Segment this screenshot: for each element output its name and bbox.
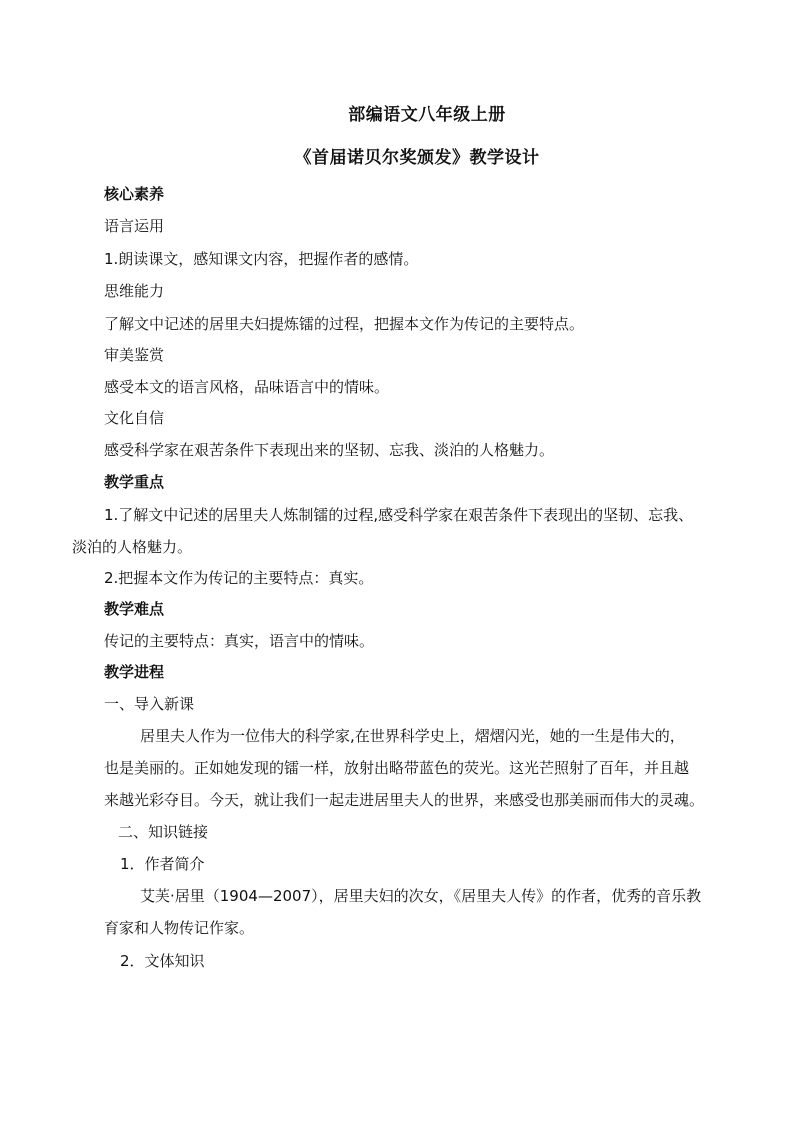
- intro-paragraph-line1: 居里夫人作为一位伟大的科学家,在世界科学史上，熠熠闪光，她的一生是伟大的，: [140, 727, 685, 745]
- culture-heading: 文化自信: [104, 409, 165, 427]
- key-point-2: 2.把握本文作为传记的主要特点：真实。: [104, 569, 374, 587]
- lang-use-heading: 语言运用: [104, 217, 165, 235]
- author-heading: 1．作者简介: [120, 855, 205, 873]
- document-title-line1: 部编语文八年级上册: [348, 105, 506, 125]
- thinking-text: 了解文中记述的居里夫妇提炼镭的过程，把握本文作为传记的主要特点。: [104, 315, 585, 333]
- intro-paragraph-line2: 也是美丽的。正如她发现的镭一样，放射出略带蓝色的荧光。这光芒照射了百年，并且越: [104, 759, 690, 777]
- aesthetic-heading: 审美鉴赏: [104, 346, 165, 364]
- thinking-heading: 思维能力: [104, 282, 165, 300]
- core-heading: 核心素养: [104, 185, 165, 203]
- genre-heading: 2．文体知识: [120, 952, 205, 970]
- key-point-1-line1: 1.了解文中记述的居里夫人炼制镭的过程,感受科学家在艰苦条件下表现出的坚韧、忘我、: [104, 506, 694, 524]
- process-heading: 教学进程: [104, 663, 165, 681]
- process-2-heading: 二、知识链接: [118, 823, 209, 841]
- difficulty-heading: 教学难点: [104, 600, 165, 618]
- culture-text: 感受科学家在艰苦条件下表现出来的坚韧、忘我、淡泊的人格魅力。: [104, 441, 555, 459]
- author-text-line2: 育家和人物传记作家。: [104, 919, 255, 937]
- aesthetic-text: 感受本文的语言风格，品味语言中的情味。: [104, 378, 390, 396]
- document-title-line2: 《首届诺贝尔奖颁发》教学设计: [294, 148, 540, 168]
- key-points-heading: 教学重点: [104, 473, 165, 491]
- process-1-heading: 一、导入新课: [104, 695, 195, 713]
- lang-use-item: 1.朗读课文，感知课文内容，把握作者的感情。: [104, 250, 419, 268]
- author-text-line1: 艾芙·居里（1904—2007），居里夫妇的次女，《居里夫人传》的作者，优秀的音乐教: [140, 887, 702, 905]
- difficulty-text: 传记的主要特点：真实，语言中的情味。: [104, 632, 375, 650]
- intro-paragraph-line3: 来越光彩夺目。今天，就让我们一起走进居里夫人的世界，来感受也那美丽而伟大的灵魂。: [104, 791, 705, 809]
- key-point-1-line2: 淡泊的人格魅力。: [72, 538, 193, 556]
